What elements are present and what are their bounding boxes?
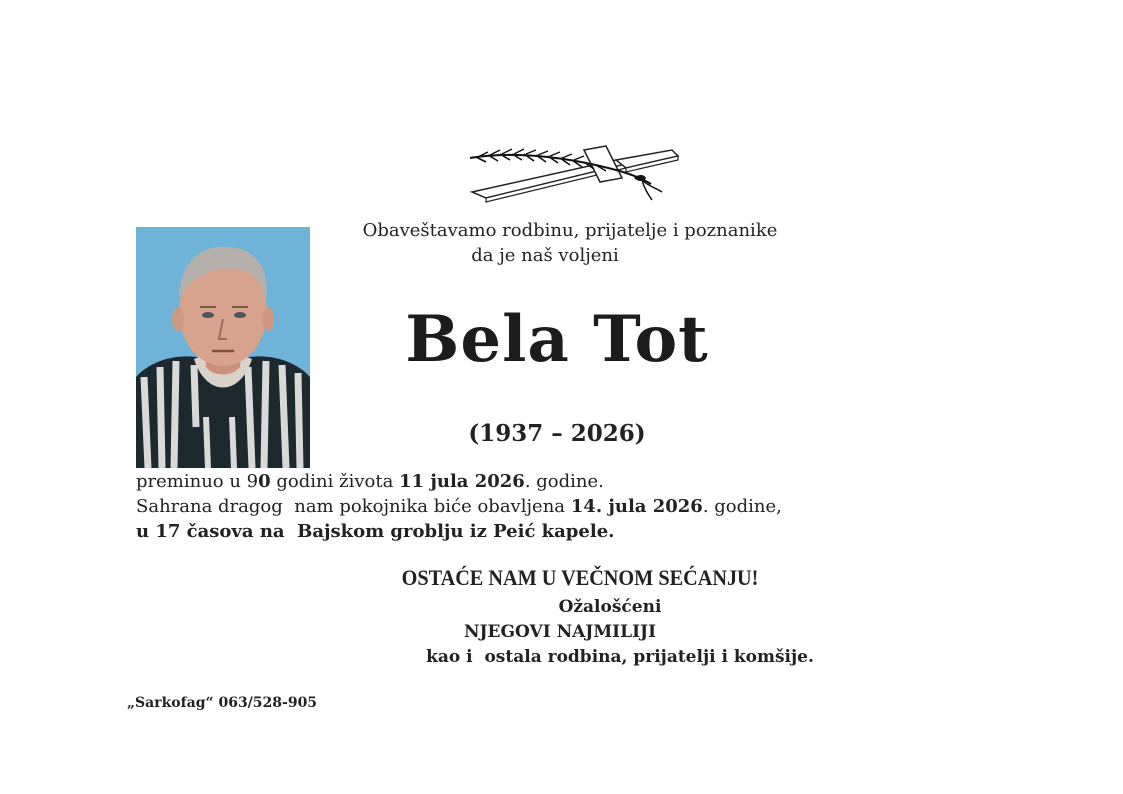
cross-with-palm-icon bbox=[466, 140, 680, 206]
intro-line-2: da je naš voljeni bbox=[471, 245, 619, 266]
mourners-main: NJEGOVI NAJMILIJI bbox=[463, 622, 657, 642]
funeral-details bbox=[136, 469, 836, 544]
detail-line-1: preminuo u 90 godini života 11 jula 2026. godine. bbox=[136, 471, 604, 492]
detail-line-3: u 17 časova na Bajskom groblju iz Peić kapele. bbox=[136, 521, 615, 542]
life-years: (1937 – 2026) bbox=[468, 420, 646, 447]
intro-line-1: Obaveštavamo rodbinu, prijatelje i poznanike bbox=[362, 220, 778, 241]
intro-text bbox=[330, 218, 810, 268]
detail-line-2: Sahrana dragog nam pokojnika biće obavljena 14. jula 2026. godine, bbox=[136, 496, 782, 517]
funeral-date: 14. jula 2026 bbox=[570, 496, 703, 517]
deceased-name: Bela Tot bbox=[405, 302, 709, 377]
mourners-block bbox=[330, 595, 830, 670]
remembrance-heading: OSTAĆE NAM U VEČNOM SEĆANJU! bbox=[401, 565, 759, 590]
mourners-others: kao i ostala rodbina, prijatelji i komšije. bbox=[426, 647, 814, 667]
funeral-home-footer: „Sarkofag“ 063/528-905 bbox=[127, 695, 318, 711]
portrait-photo bbox=[136, 227, 310, 468]
death-date: 11 jula 2026 bbox=[399, 471, 525, 492]
mourners-label: Ožalošćeni bbox=[558, 597, 662, 617]
